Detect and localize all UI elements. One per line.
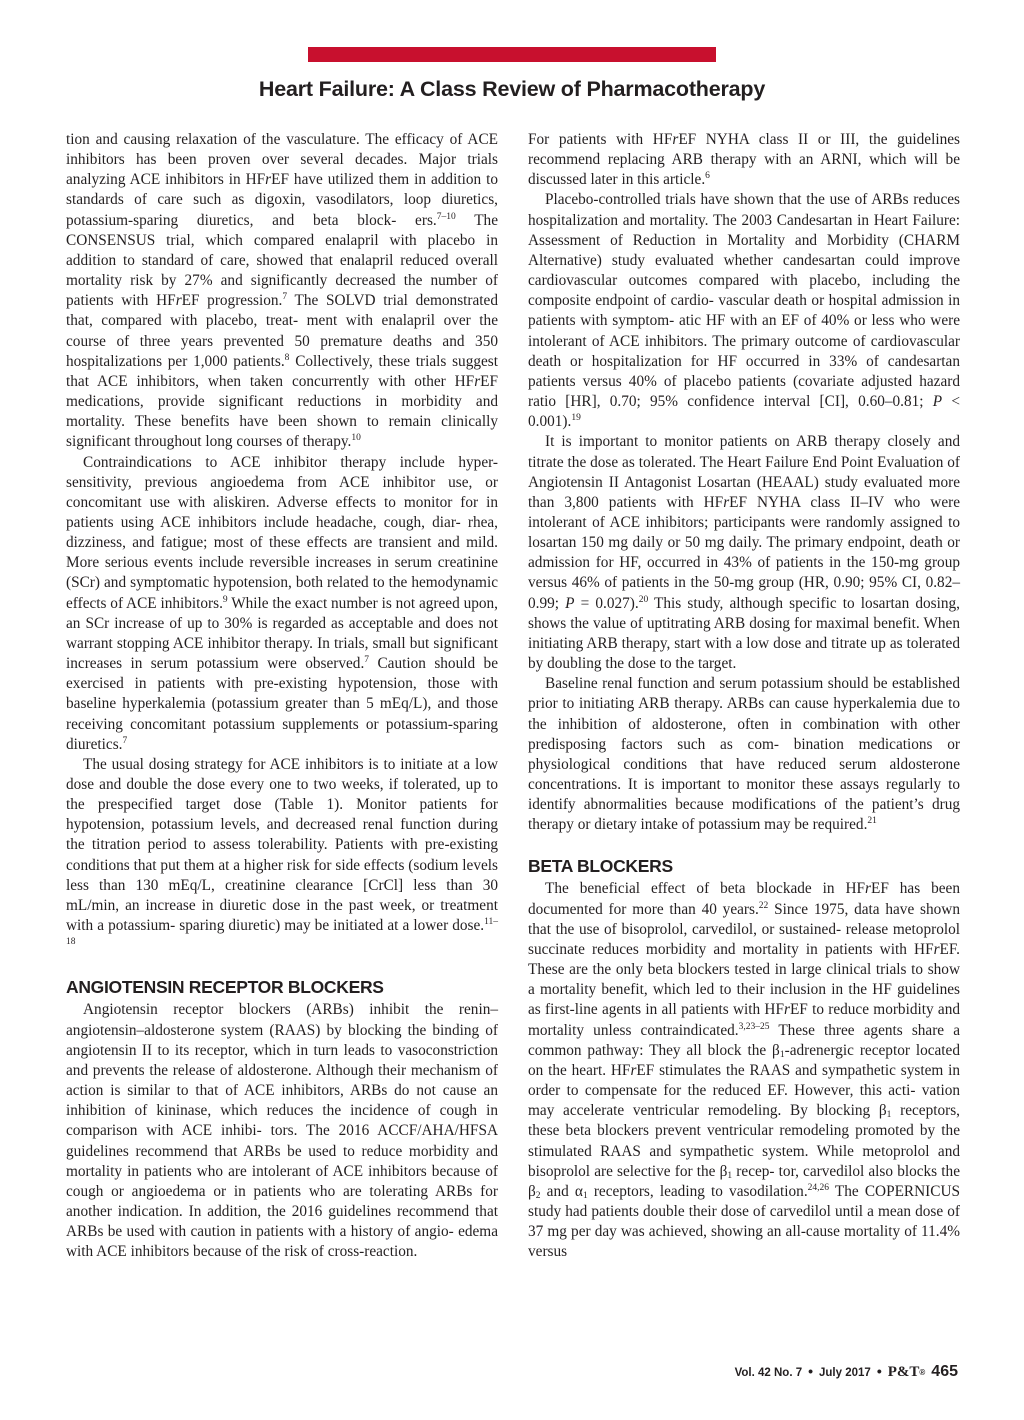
paragraph (66, 755, 498, 957)
text-run: EF NYHA class II or III, the guidelines recommend replacing ARB therapy with an ARNI, which will be discussed later in this article. (528, 131, 960, 189)
citation-superscript: 7 (282, 292, 288, 303)
subscript: 2 (535, 1190, 541, 1201)
italic-text: r (265, 171, 272, 189)
italic-text: r (175, 292, 182, 310)
running-title: Heart Failure: A Class Review of Pharmacotherapy (258, 77, 766, 101)
footer-volume: Vol. 42 No. 7 (734, 1367, 803, 1379)
text-run: and α (540, 1182, 583, 1200)
text-run: receptors, leading to vasodilation. (587, 1182, 808, 1200)
citation-superscript: 7 (122, 735, 128, 746)
text-run: receptors, these beta blockers prevent ventricular remodeling promoted by the stimulated RAAS and sympathetic system. While metoprolol and bisoprolol are selective for the β (528, 1102, 960, 1180)
text-run: For patients with HF (528, 131, 673, 148)
citation-superscript: 7 (364, 655, 370, 666)
text-run: The CONSENSUS trial, which compared enalapril with placebo in addition to standard of care, showed that enalapril reduced overall mortality risk by 27% and significantly decreased the number of patients with HF (66, 211, 498, 310)
text-run: Baseline renal function and serum potassium should be established prior to initiating ARB therapy. ARBs can cause hyperkalemia due to the inhibition of aldosterone, often in combination with other predisposing factors such as com- bination medications or physiological conditions that have reduced serum aldosterone concentrations. It is important to monitor these assays regularly to identify abnormalities because modifications of the patient’s drug therapy or dietary intake of potassium may be required. (528, 675, 960, 834)
subscript: 1 (886, 1110, 892, 1121)
italic-text: r (672, 131, 679, 148)
text-run: Placebo-controlled trials have shown that the use of ARBs reduces hospitalization and mortality. The 2003 Candesartan in Heart Failure: Assessment of Reduction in Mortality and Morbidity (CHARM Alternative) study evaluated whether candesartan could improve cardiovascular outcomes compared with placebo, including the composite endpoint of cardio- vascular death or hospital admission in patients with symptom- atic HF with an EF of 40% or less who were intolerant of ACE inhibitors. The primary outcome of cardiovascular death or hospitalization for HF occurred in 33% of candesartan patients versus 40% of placebo patients (covariate adjusted hazard ratio [HR], 0.70; 95% confidence interval [CI], 0.60–0.81; (528, 191, 960, 411)
paragraph (66, 453, 498, 755)
text-run: < 0.001). (528, 393, 960, 431)
italic-text: r (474, 372, 481, 390)
text-run: EF medications, provide significant reductions in morbidity and mortality. These benefits have been shown to remain clinically significant throughout long courses of therapy. (66, 372, 498, 451)
citation-superscript: 11–18 (66, 917, 498, 948)
citation-superscript: 9 (222, 594, 228, 605)
section-heading: BETA BLOCKERS (528, 856, 673, 877)
footer-separator: • (876, 1363, 882, 1379)
text-run: Collectively, these trials suggest that ACE inhibitors, when taken concurrently with other HF (66, 352, 498, 390)
subscript: 1 (779, 1049, 785, 1060)
citation-superscript: 21 (867, 816, 877, 827)
text-run: EF. These are the only beta blockers tested in large clinical trials to show a mortality benefit, which led to their inclusion in the HF guidelines as first-line agents in all patients with HF (528, 940, 960, 1019)
italic-text: r (783, 1001, 790, 1019)
text-run: The SOLVD trial demonstrated that, compared with placebo, treat- ment with enalapril over the course of three years prevented 50 premature deaths and 350 hospitalizations per 1,000 patients. (66, 292, 498, 370)
text-run: Since 1975, data have shown that the use of bisoprolol, carvedilol, or sustained- release metoprolol succinate reduces morbidity and mortality in patients with HF (528, 900, 960, 958)
section-heading: ANGIOTENSIN RECEPTOR BLOCKERS (66, 977, 384, 998)
citation-superscript: 19 (571, 413, 581, 424)
text-run: tion and causing relaxation of the vasculature. The efficacy of ACE inhibitors has been proven over several decades. Major trials analyzing ACE inhibitors in HF (66, 131, 498, 189)
italic-text: P (565, 594, 575, 612)
paragraph (528, 130, 960, 190)
text-run: It is important to monitor patients on ARB therapy closely and titrate the dose as tolerated. The Heart Failure End Point Evaluation of Angiotensin II Antagonist Losartan (HEAAL) study evaluated more than 3,800 patients with HF (528, 433, 960, 511)
text-run: These three agents share a common pathway: They all block the β (528, 1021, 960, 1059)
paragraph (528, 190, 960, 432)
subscript: 1 (727, 1170, 733, 1181)
header-accent-bar (308, 47, 716, 62)
paragraph (528, 432, 960, 674)
italic-text: r (630, 1061, 637, 1079)
text-run: While the exact number is not agreed upon, an SCr increase of up to 30% is regarded as acceptable and does not warrant stopping ACE inhibitor therapy. In trials, small but significant increases in serum potassium were observed. (66, 594, 498, 673)
text-run: EF have utilized them in addition to standards of care such as digoxin, vasodilators, loop diuretics, potassium-sparing diuretics, and beta block- ers. (66, 171, 498, 229)
subscript: 1 (582, 1190, 588, 1201)
text-run: Contraindications to ACE inhibitor therapy include hyper- sensitivity, previous angioedema from ACE inhibitor use, or concomitant use with aliskiren. Adverse effects to monitor for in patients using ACE inhibitors include headache, cough, diar- rhea, dizziness, and fatigue; most of these effects are transient and mild. More serious events include reversible increases in serum creatinine (SCr) and symptomatic hypotension, both related to the hemodynamic effects of ACE inhibitors. (66, 453, 498, 612)
citation-superscript: 3,23–25 (738, 1021, 770, 1032)
italic-text: P (932, 393, 943, 411)
text-run: The usual dosing strategy for ACE inhibitors is to initiate at a low dose and double the dose every one to two weeks, if tolerated, up to the prespecified target dose (Table 1). Monitor patients for hypotension, potassium levels, and decreased renal function during the titration period to assess tolerability. Patients with pre-existing conditions that put them at a higher risk for side effects (sodium levels less than 130 mEq/L, creatinine clearance [CrCl] less than 30 mL/min, an increase in diuretic dose in the past week, or treatment with a potassium- sparing diuretic) may be initiated at a lower dose. (66, 755, 498, 935)
italic-text: r (865, 880, 871, 898)
citation-superscript: 8 (284, 352, 290, 363)
citation-superscript: 20 (638, 594, 649, 605)
footer-separator: • (808, 1363, 814, 1379)
text-run: This study, although specific to losartan dosing, shows the value of uptitrating ARB dosing for maximal benefit. When initiating ARB therapy, start with a low dose and titrate up as tolerated by doubling the dose to the target. (528, 594, 960, 673)
citation-superscript: 7–10 (436, 211, 456, 222)
paragraph (66, 130, 498, 453)
text-run: The COPERNICUS study had patients double their dose of carvedilol until a mean dose of 37 mg per day was achieved, showing an all-cause mortality of 11.4% versus (528, 1182, 961, 1261)
text-run: = 0.027). (574, 594, 639, 612)
paragraph (66, 1000, 498, 1262)
text-run: The beneficial effect of beta blockade in HF (545, 880, 866, 898)
text-run: EF NYHA class II–IV who were intolerant of ACE inhibitors; participants were randomly assigned to losartan 150 mg daily or 50 mg daily. The primary endpoint, death or admission for HF, occurred in 43% of patients in the 150-mg group versus 46% of patients in the 50-mg group (HR, 0.90; 95% CI, 0.82–0.99; (528, 493, 960, 612)
footer-registered-mark: ® (919, 1368, 926, 1377)
text-run: -adrenergic receptor located on the heart. HF (528, 1041, 960, 1079)
footer-journal: P&T (887, 1364, 920, 1380)
text-run: EF progression. (181, 292, 283, 310)
citation-superscript: 24,26 (807, 1182, 830, 1193)
italic-text: r (723, 493, 730, 511)
text-run: EF to reduce morbidity and mortality unless contraindicated. (528, 1001, 960, 1039)
text-run: Angiotensin receptor blockers (ARBs) inhibit the renin– angiotensin–aldosterone system (RAAS) by blocking the binding of angiotensin II to its receptor, which in turn leads to vasoconstriction and prevents the release of aldosterone. Although their mechanism of action is similar to that of ACE inhibitors, ARBs do not cause an inhibition of kininase, which reduces the incidence of cough in comparison with ACE inhibi- tors. The 2016 ACCF/AHA/HFSA guidelines recommend that ARBs be used to reduce morbidity and mortality in patients who are intolerant of ACE inhibitors because of cough or angioedema or in patients who are tolerating ARBs for another indication. In addition, the 2016 guidelines recommend that ARBs be used with caution in patients with a history of angio- edema with ACE inhibitors because of the risk of cross-reaction. (66, 1001, 498, 1261)
citation-superscript: 10 (351, 433, 361, 444)
text-run: EF stimulates the RAAS and sympathetic system in order to compensate for the reduced EF. However, this acti- vation may accelerate ventricular remodeling. By blocking β (528, 1061, 960, 1120)
citation-superscript: 22 (758, 900, 769, 911)
right-column (528, 130, 960, 1262)
page-footer (735, 1363, 958, 1381)
left-column (66, 130, 498, 1262)
citation-superscript: 6 (705, 171, 710, 182)
text-run: EF has been documented for more than 40 years. (528, 880, 960, 918)
page-number: 465 (931, 1363, 958, 1380)
text-run: Caution should be exercised in patients with pre-existing hypotension, those with baseline hyperkalemia (potassium greater than 5 mEq/L), and those receiving concomitant potassium supplements or potassium-sparing diuretics. (66, 655, 498, 753)
paragraph (528, 879, 960, 1262)
paragraph (528, 674, 960, 835)
footer-date: July 2017 (819, 1367, 871, 1379)
text-run: recep- tor, carvedilol also blocks the β (528, 1162, 960, 1200)
italic-text: r (933, 940, 940, 958)
